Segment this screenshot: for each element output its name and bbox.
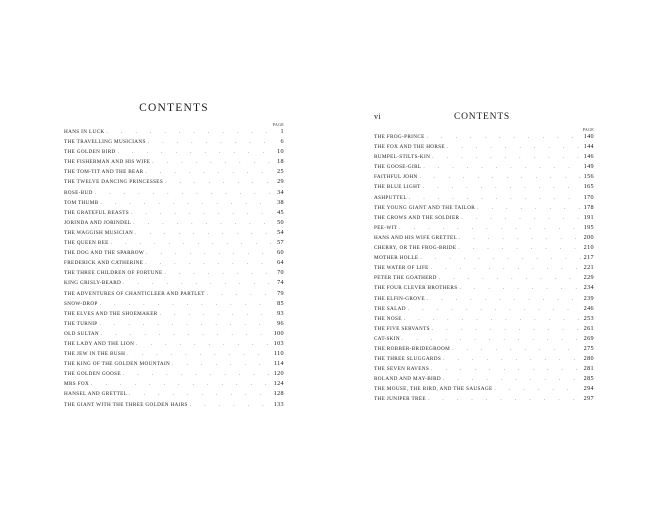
entry-page-number: 294	[583, 385, 594, 393]
contents-entry	[64, 290, 284, 300]
contents-entry	[374, 284, 594, 294]
entry-title: THE YOUNG GIANT AND THE TAILOR	[374, 204, 476, 211]
entry-title: MOTHER HOLLE	[374, 255, 419, 262]
entry-title: CAT-SKIN	[374, 335, 400, 342]
entry-title: THE FROG-PRINCE	[374, 134, 425, 140]
left-contents-page	[64, 102, 284, 411]
entry-page-number: 25	[277, 168, 284, 176]
entry-title: THE GRATEFUL BEASTS	[64, 209, 129, 216]
entry-title: ROLAND AND MAY-BIRD	[374, 376, 441, 383]
dot-leader	[125, 352, 272, 357]
contents-entry	[64, 128, 284, 138]
entry-title: CHERRY, OR THE FROG-BRIDE	[374, 245, 457, 252]
dot-leader	[426, 397, 582, 402]
contents-entry	[374, 325, 594, 335]
entry-title: THE GOOSE-GIRL	[374, 164, 422, 171]
dot-leader	[425, 135, 582, 140]
entry-title: THE MOUSE, THE BIRD, AND THE SAUSAGE	[374, 386, 493, 393]
dot-leader	[158, 312, 272, 317]
dot-leader	[98, 302, 272, 307]
dot-leader	[402, 317, 582, 322]
dot-leader	[89, 382, 272, 387]
entry-page-number: 285	[583, 375, 594, 383]
contents-entry	[374, 173, 594, 183]
entry-page-number: 200	[583, 233, 594, 241]
entry-page-number: 79	[277, 289, 284, 297]
entry-page-number: 6	[280, 138, 284, 146]
contents-entry	[64, 401, 284, 411]
entry-title: THE QUEEN BEE	[64, 240, 109, 247]
entry-page-number: 114	[273, 360, 284, 368]
contents-entry	[64, 259, 284, 269]
entry-page-number: 239	[583, 294, 594, 302]
entry-page-number: 217	[583, 254, 594, 262]
page-folio: vi	[374, 112, 382, 121]
contents-entry	[64, 189, 284, 199]
entry-title: THE FIVE SERVANTS	[374, 325, 430, 332]
entry-title: THE GOLDEN BIRD	[64, 149, 116, 156]
page-title: CONTENTS	[139, 102, 209, 114]
entry-title: THE JEW IN THE BUSH	[64, 351, 126, 358]
dot-leader	[205, 292, 272, 297]
contents-entry	[64, 380, 284, 390]
dot-leader	[445, 145, 582, 150]
contents-entry	[374, 163, 594, 173]
dot-leader	[475, 206, 582, 211]
contents-entry	[374, 194, 594, 204]
contents-entry	[374, 234, 594, 244]
dot-leader	[93, 191, 272, 196]
contents-entry	[64, 148, 284, 158]
dot-leader	[129, 211, 272, 216]
entry-page-number: 133	[273, 400, 284, 408]
dot-leader	[133, 231, 272, 236]
entry-title: THE FOUR CLEVER BROTHERS	[374, 285, 458, 292]
entry-title: MRS FOX	[64, 381, 90, 388]
entry-title: ROSE-BUD	[64, 189, 93, 196]
entry-page-number: 85	[277, 299, 284, 307]
entry-page-number: 191	[583, 213, 594, 221]
entry-title: THE LADY AND THE LION	[64, 340, 135, 347]
entry-page-number: 45	[277, 208, 284, 216]
entry-title: THE KING OF THE GOLDEN MOUNTAIN	[64, 361, 171, 368]
contents-entry	[64, 370, 284, 380]
dot-leader	[441, 357, 582, 362]
contents-entry	[64, 219, 284, 229]
dot-leader	[425, 297, 582, 302]
entry-page-number: 100	[273, 329, 284, 337]
entry-page-number: 280	[583, 355, 594, 363]
entry-title: SNOW-DROP	[64, 300, 98, 307]
dot-leader	[143, 261, 272, 266]
entry-page-number: 34	[277, 188, 284, 196]
dot-leader	[116, 150, 272, 155]
contents-entry	[64, 300, 284, 310]
entry-page-number: 149	[583, 163, 594, 171]
entry-page-number: 210	[583, 244, 594, 252]
dot-leader	[98, 322, 272, 327]
page-column-heading: PAGE	[272, 122, 284, 127]
contents-entry	[374, 335, 594, 345]
entry-page-number: 29	[277, 178, 284, 186]
dot-leader	[397, 226, 582, 231]
entry-title: HANS AND HIS WIFE GRETTEL	[374, 234, 458, 241]
contents-entry	[64, 249, 284, 259]
entry-title: PETER THE GOATHERD	[374, 275, 437, 282]
entry-page-number: 60	[277, 249, 284, 257]
entry-title: THE ELVES AND THE SHOEMAKER	[64, 310, 158, 317]
dot-leader	[450, 347, 582, 352]
contents-entry	[64, 310, 284, 320]
entry-page-number: 146	[583, 153, 594, 161]
entry-page-number: 281	[583, 365, 594, 373]
contents-entry	[64, 199, 284, 209]
dot-leader	[457, 286, 582, 291]
entry-page-number: 50	[277, 218, 284, 226]
entry-page-number: 110	[273, 350, 284, 358]
entry-title: THE ADVENTURES OF CHANTICLEER AND PARTLET	[64, 290, 205, 297]
contents-entry	[374, 365, 594, 375]
entry-title: HANSEL AND GRETTEL	[64, 391, 128, 398]
contents-entry	[374, 305, 594, 315]
dot-leader	[457, 236, 582, 241]
entry-page-number: 103	[273, 339, 284, 347]
entry-title: THE SALAD	[374, 305, 406, 312]
entry-title: THE BLUE LIGHT	[374, 184, 421, 191]
entry-page-number: 246	[583, 304, 594, 312]
entry-title: THE NOSE	[374, 315, 402, 322]
contents-entry	[374, 254, 594, 264]
contents-entry	[374, 385, 594, 395]
entry-title: THE GIANT WITH THE THREE GOLDEN HAIRS	[64, 401, 188, 408]
entry-title: THE WATER OF LIFE	[374, 265, 429, 272]
dot-leader	[441, 377, 582, 382]
entry-title: THE THREE CHILDREN OF FORTUNE	[64, 270, 163, 277]
dot-leader	[418, 175, 582, 180]
entry-page-number: 221	[583, 264, 594, 272]
contents-entry	[64, 350, 284, 360]
entry-title: THE FOX AND THE HORSE	[374, 144, 445, 151]
entry-page-number: 1	[280, 128, 284, 135]
entry-page-number: 253	[583, 314, 594, 322]
dot-leader	[134, 342, 272, 347]
entry-title: OLD SULTAN	[64, 330, 100, 337]
dot-leader	[429, 367, 582, 372]
dot-leader	[418, 256, 582, 261]
entry-page-number: 57	[277, 239, 284, 247]
entry-title: THE JUNIPER TREE	[374, 396, 426, 403]
entry-page-number: 195	[583, 223, 594, 231]
contents-entry	[374, 355, 594, 365]
entry-title: HANS IN LUCK	[64, 129, 105, 135]
entry-page-number: 144	[583, 143, 594, 151]
entry-title: JORINDA AND JORINDEL	[64, 219, 132, 226]
contents-entry	[64, 279, 284, 289]
dot-leader	[459, 216, 582, 221]
contents-entry	[64, 158, 284, 168]
dot-leader	[127, 392, 272, 397]
entry-title: THE TOM-TIT AND THE BEAR	[64, 169, 144, 176]
contents-entry	[374, 375, 594, 385]
dot-leader	[121, 372, 272, 377]
entry-page-number: 38	[277, 198, 284, 206]
entry-page-number: 18	[277, 158, 284, 166]
dot-leader	[146, 140, 272, 145]
contents-entry	[374, 264, 594, 274]
entry-title: THE ROBBER-BRIDEGROOM	[374, 345, 451, 352]
contents-entry	[64, 138, 284, 148]
contents-entry	[64, 340, 284, 350]
entry-title: KING GRISLY-BEARD	[64, 280, 122, 287]
contents-entry	[374, 133, 594, 143]
contents-entry	[374, 274, 594, 284]
dot-leader	[406, 307, 582, 312]
dot-leader	[430, 155, 582, 160]
entry-page-number: 54	[277, 228, 284, 236]
entry-page-number: 229	[583, 274, 594, 282]
contents-entry	[374, 395, 594, 405]
entry-title: THE FISHERMAN AND HIS WIFE	[64, 159, 151, 166]
contents-entry	[374, 143, 594, 153]
dot-leader	[144, 170, 273, 175]
contents-list	[64, 128, 284, 411]
contents-entry	[64, 320, 284, 330]
entry-page-number: 70	[277, 269, 284, 277]
dot-leader	[492, 387, 582, 392]
entry-page-number: 124	[273, 380, 284, 388]
entry-title: THE TWELVE DANCING PRINCESSES	[64, 179, 164, 186]
contents-list	[374, 133, 594, 406]
entry-title: THE TURNIP	[64, 320, 98, 327]
contents-entry	[64, 330, 284, 340]
contents-entry	[64, 390, 284, 400]
dot-leader	[430, 327, 582, 332]
entry-page-number: 234	[583, 284, 594, 292]
entry-title: FAITHFUL JOHN	[374, 174, 418, 181]
entry-title: THE THREE SLUGGARDS	[374, 356, 442, 363]
contents-entry	[64, 178, 284, 188]
entry-title: THE GOLDEN GOOSE	[64, 371, 121, 378]
dot-leader	[121, 281, 272, 286]
dot-leader	[105, 130, 272, 135]
contents-entry	[64, 209, 284, 219]
dot-leader	[407, 196, 582, 201]
contents-entry	[374, 295, 594, 305]
dot-leader	[421, 185, 582, 190]
page-column-heading: PAGE	[582, 127, 594, 132]
entry-title: THE CROWS AND THE SOLDIER	[374, 214, 460, 221]
dot-leader	[163, 271, 272, 276]
entry-page-number: 140	[583, 133, 594, 140]
contents-entry	[64, 229, 284, 239]
entry-page-number: 120	[273, 370, 284, 378]
contents-entry	[374, 183, 594, 193]
contents-entry	[374, 204, 594, 214]
entry-title: THE ELFIN-GROVE	[374, 295, 425, 302]
dot-leader	[437, 276, 582, 281]
contents-entry	[374, 153, 594, 163]
entry-page-number: 93	[277, 309, 284, 317]
contents-entry	[64, 168, 284, 178]
dot-leader	[429, 266, 582, 271]
entry-page-number: 96	[277, 319, 284, 327]
entry-title: THE WAGGISH MUSICIAN	[64, 229, 134, 236]
dot-leader	[99, 332, 272, 337]
dot-leader	[163, 180, 272, 185]
contents-entry	[374, 224, 594, 234]
contents-entry	[64, 360, 284, 370]
dot-leader	[109, 241, 272, 246]
entry-page-number: 178	[583, 203, 594, 211]
contents-entry	[64, 269, 284, 279]
dot-leader	[99, 201, 272, 206]
dot-leader	[131, 221, 272, 226]
entry-title: THE DOG AND THE SPARROW	[64, 250, 145, 257]
entry-page-number: 297	[583, 395, 594, 403]
dot-leader	[456, 246, 582, 251]
dot-leader	[188, 403, 272, 408]
running-title: CONTENTS	[454, 112, 511, 122]
dot-leader	[150, 160, 272, 165]
entry-page-number: 275	[583, 344, 594, 352]
entry-title: FREDERICK AND CATHERINE	[64, 260, 144, 267]
entry-title: PEE-WIT	[374, 224, 398, 231]
contents-entry	[374, 315, 594, 325]
entry-title: TOM THUMB	[64, 199, 99, 206]
entry-title: THE TRAVELLING MUSICIANS	[64, 139, 146, 146]
dot-leader	[144, 251, 272, 256]
entry-title: RUMPEL-STILTS-KIN	[374, 154, 431, 161]
entry-title: ASHPUTTEL	[374, 194, 407, 201]
entry-page-number: 74	[277, 279, 284, 287]
dot-leader	[170, 362, 272, 367]
contents-entry	[374, 214, 594, 224]
entry-page-number: 10	[277, 148, 284, 156]
contents-entry	[374, 244, 594, 254]
dot-leader	[421, 165, 582, 170]
dot-leader	[400, 337, 582, 342]
entry-page-number: 64	[277, 259, 284, 267]
entry-page-number: 165	[583, 183, 594, 191]
contents-entry	[64, 239, 284, 249]
entry-page-number: 128	[273, 390, 284, 398]
entry-page-number: 269	[583, 334, 594, 342]
contents-entry	[374, 345, 594, 355]
entry-page-number: 261	[583, 324, 594, 332]
entry-page-number: 170	[583, 193, 594, 201]
right-contents-page	[374, 112, 594, 406]
running-header	[374, 112, 594, 122]
entry-page-number: 156	[583, 173, 594, 181]
entry-title: THE SEVEN RAVENS	[374, 366, 430, 373]
